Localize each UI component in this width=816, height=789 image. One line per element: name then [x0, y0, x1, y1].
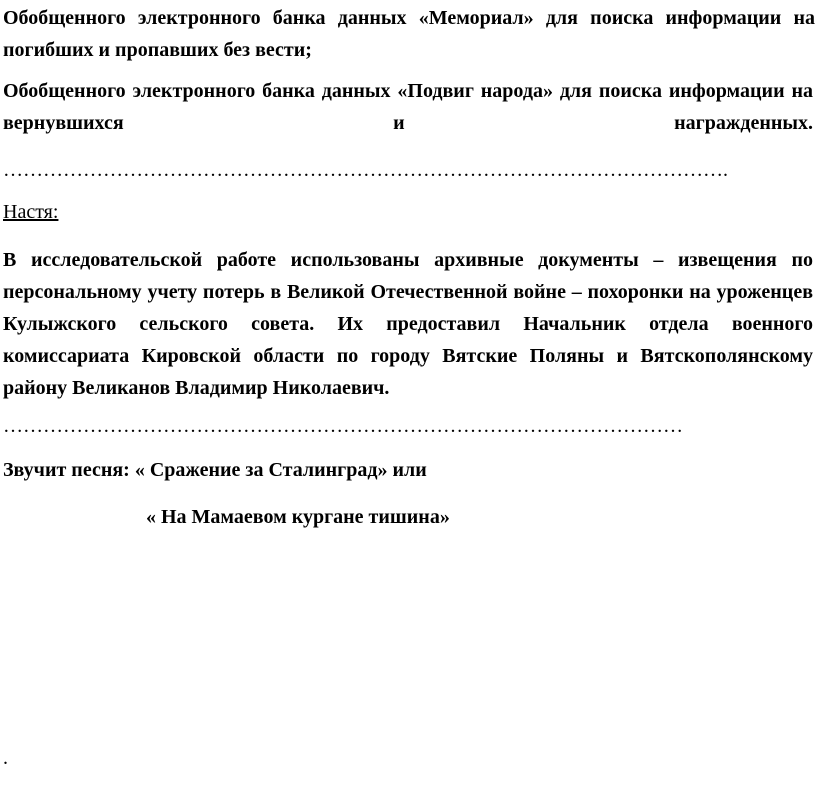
- separator-dotted-line-2: …………………………………………………………………………………………: [3, 415, 683, 437]
- podvig-naroda-database-paragraph: [3, 75, 813, 139]
- trailing-period: .: [3, 747, 8, 769]
- song-alternative-title: « На Мамаевом кургане тишина»: [146, 506, 450, 528]
- podvig-naroda-database-text: Обобщенного электронного банка данных «Подвиг народа» для поиска информации на вернувшихся и награжденных.: [3, 80, 813, 134]
- song-announcement: Звучит песня: « Сражение за Сталинград» или: [3, 459, 427, 481]
- separator-dotted-line-1: ……………………………………………………………………………………………….: [3, 159, 728, 181]
- speaker-name: Настя:: [3, 201, 59, 223]
- research-paragraph: В исследовательской работе использованы архивные документы – извещения по персональному учету потерь в Великой Отечественной войне – похоронки на уроженцев Кулыжского сельского совета. Их предоставил Начальник отдела военного комиссариата Кировской области по городу Вятские Поляны и Вятскополянскому району Великанов Владимир Николаевич.: [3, 249, 813, 399]
- memorial-database-paragraph: Обобщенного электронного банка данных «Мемориал» для поиска информации на погибших и пропавших без вести;: [3, 7, 815, 61]
